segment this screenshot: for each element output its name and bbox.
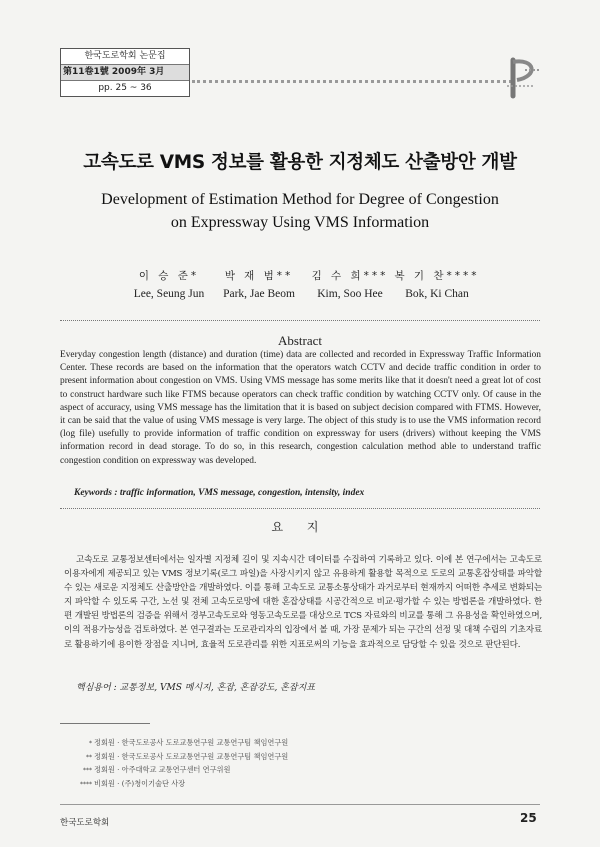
author-name-korean: 복 기 찬**** — [394, 270, 480, 282]
footer-rule — [60, 804, 540, 805]
header-dotted-line — [192, 80, 512, 83]
section-divider — [60, 320, 540, 321]
paper-title-english-line1: Development of Estimation Method for Degree of Congestion — [101, 191, 499, 208]
footer-society: 한국도로학회 — [60, 818, 110, 828]
author-name-english: Bok, Ki Chan — [405, 288, 469, 300]
abstract-heading: Abstract — [277, 333, 323, 348]
paper-title-english-line2: on Expressway Using VMS Information — [170, 214, 430, 231]
author-name-korean: 이 승 준* — [138, 270, 200, 282]
korean-summary-heading: 요 지 — [271, 520, 329, 534]
footnote: * 정회원 · 한국도로공사 도로교통연구원 교통연구팀 책임연구원 — [89, 738, 289, 747]
journal-volume: 第11卷1號 2009年 3月 — [61, 65, 189, 81]
author — [382, 268, 492, 300]
footnote: **** 비회원 · (주)청이기술단 사장 — [80, 778, 186, 788]
author-name-korean: 박 재 범** — [224, 270, 294, 282]
abstract-body: Everyday congestion length (distance) and duration (time) data are collected and recorded in Expressway Traffic Information Center. These records are based on the information that the operators watch CCTV and decide traffic condition in order to present information about congestion on VMS. Using VMS message has some merits like that it doesn't need a great lot of cost to construct hardware such like FTMS because operators can check traffic condition by watching CCTV only. Of cause in the aspect of accuracy, using VMS message has the limitation that it is based on subject decision compared with FTMS. However, it can be said that the value of using VMS message is very large. The object of this study is to use the VMS information record (log file) usefully to provide information of traffic condition on expressway for users (drivers) without keeping the VMS information record in dead storage. To do so, in this research, congestion calculation method able to understand traffic congestion condition on expressway was developed. — [60, 350, 541, 466]
footnotes — [74, 737, 374, 791]
footnote-rule — [60, 723, 150, 724]
journal-name: 한국도로학회 논문집 — [61, 49, 189, 65]
korean-keywords: 핵심용어 : 교통정보, VMS 메시지, 혼잡, 혼잡강도, 혼잡지표 — [76, 683, 315, 693]
author-name-korean: 김 수 희*** — [311, 270, 389, 282]
page-number: 25 — [520, 811, 537, 825]
author-name-english: Lee, Seung Jun — [133, 288, 205, 300]
journal-logo-icon — [505, 56, 541, 100]
footnote: ** 정회원 · 한국도로공사 도로교통연구원 교통연구팀 책임연구원 — [86, 751, 289, 761]
journal-pages: pp. 25 ~ 36 — [98, 83, 152, 93]
journal-info-box — [60, 48, 190, 97]
section-divider — [60, 508, 540, 509]
korean-summary-body: 고속도로 교통정보센터에서는 일자별 지정체 길이 및 지속시간 데이터를 수집하여 기록하고 있다. 이에 본 연구에서는 고속도로 이용자에게 제공되고 있는 VMS 정보기록(로그 파일)을 사장시키지 않고 유용하게 활용할 목적으로 도로의 교통혼잡상태를 파악할 수 있는 새로운 지정체도 산출방안을 개발하였다. 이를 통해 고속도로 교통소통상태가 과거로부터 현재까지 어떠한 추세로 변화되는지 파악할 수 있도록 구간, 노선 및 전체 고속도로망에 대한 혼잡상태를 시공간적으로 비교·평가할 수 있는 방법론을 개발하였다. 한편 개발된 방법론의 검증을 위해서 경부고속도로와 영동고속도로를 대상으로 TCS 자료와의 비교를 통해 그 유용성을 확인하였으며, 이의 적용가능성을 검토하였다. 본 연구결과는 도로관리자의 입장에서 볼 때, 가장 문제가 되는 구간의 선정 및 대책 수립의 기초자료로 활용하기에 용이한 장점을 지니며, 효율적 도로관리를 위한 지표로써의 기능을 효과적으로 담당할 수 있을 것으로 판단된다. — [64, 555, 542, 650]
footnote: *** 정회원 · 아주대학교 교통연구센터 연구위원 — [83, 765, 231, 774]
author-name-english: Park, Jae Beom — [223, 288, 295, 300]
author-name-english: Kim, Soo Hee — [317, 288, 383, 300]
keywords: Keywords : traffic information, VMS message, congestion, intensity, index — [74, 488, 365, 498]
paper-title-korean: 고속도로 VMS 정보를 활용한 지정체도 산출방안 개발 — [83, 152, 517, 173]
